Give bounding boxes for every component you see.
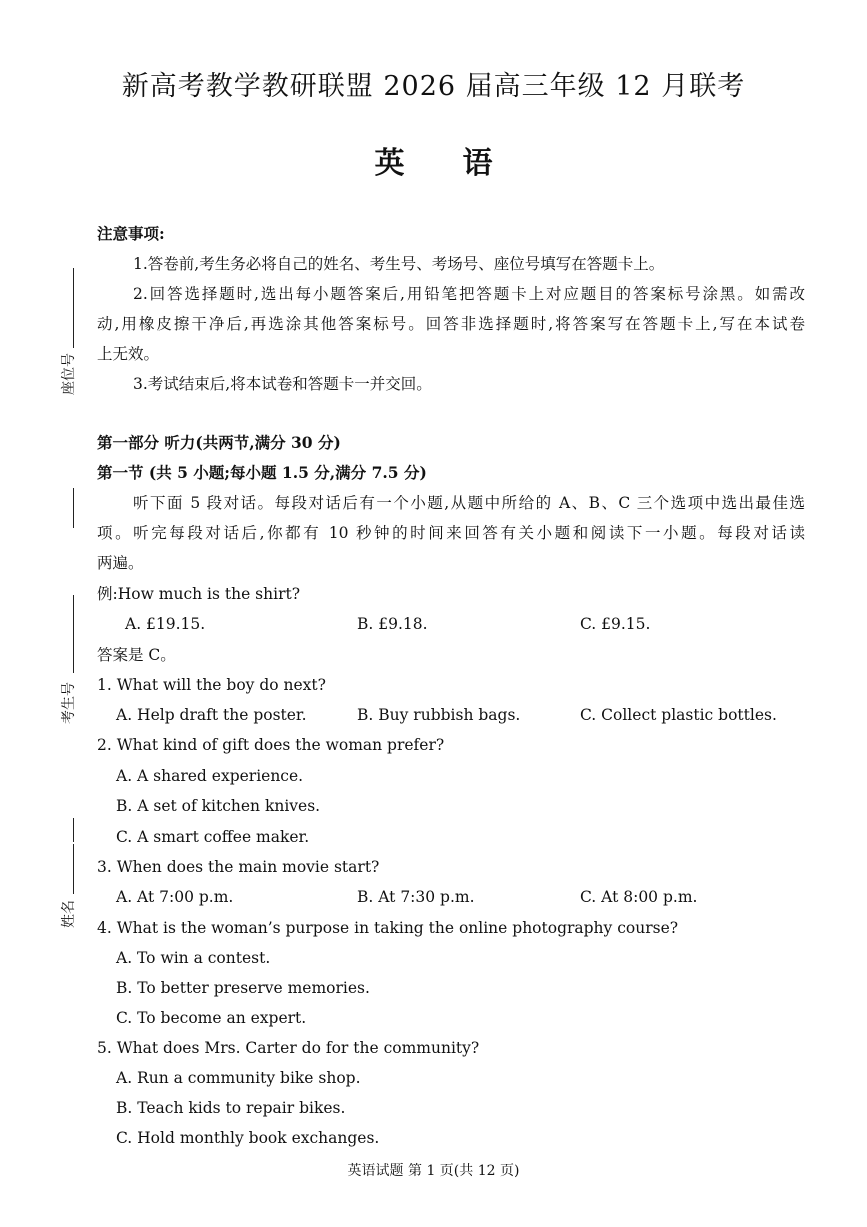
margin-line-exam-no [73,595,74,673]
question-5: 5. What does Mrs. Carter do for the community? [97,1039,480,1057]
question-3-option-b: B. At 7:30 p.m. [357,888,475,906]
question-3: 3. When does the main movie start? [97,858,380,876]
question-1-option-b: B. Buy rubbish bags. [357,706,521,724]
question-1: 1. What will the boy do next? [97,676,326,694]
notice-item-2-line-2: 动,用橡皮擦干净后,再选涂其他答案标号。回答非选择题时,将答案写在答题卡上,写在本试卷 [97,315,805,333]
question-2-option-a: A. A shared experience. [116,767,304,785]
page-footer: 英语试题 第 1 页(共 12 页) [347,1163,520,1179]
question-5-option-b: B. Teach kids to repair bikes. [116,1099,346,1117]
margin-label-seat: 座位号 [61,353,77,395]
notice-item-2-line-3: 上无效。 [97,345,160,363]
question-1-option-c: C. Collect plastic bottles. [580,706,777,724]
question-4-option-b: B. To better preserve memories. [116,979,370,997]
example-option-a: A. £19.15. [125,615,206,633]
margin-line-divider-1 [73,488,74,528]
question-5-option-c: C. Hold monthly book exchanges. [116,1129,380,1147]
margin-label-name: 姓名 [61,900,77,928]
instructions-line-1: 听下面 5 段对话。每段对话后有一个小题,从题中所给的 A、B、C 三个选项中选出最佳选 [133,494,805,512]
question-2: 2. What kind of gift does the woman prefer? [97,736,445,754]
question-5-option-a: A. Run a community bike shop. [116,1069,361,1087]
subject-char-1: 英 [374,146,405,181]
margin-label-exam-no: 考生号 [61,682,77,724]
instructions-line-3: 两遍。 [97,554,144,572]
notice-item-3: 3.考试结束后,将本试卷和答题卡一并交回。 [133,375,432,393]
section1-heading: 第一节 (共 5 小题;每小题 1.5 分,满分 7.5 分) [97,463,427,482]
question-3-option-c: C. At 8:00 p.m. [580,888,698,906]
notice-item-2-line-1: 2.回答选择题时,选出每小题答案后,用铅笔把答题卡上对应题目的答案标号涂黑。如需改 [133,285,805,303]
subject-char-2: 语 [462,146,493,181]
example-question: 例:How much is the shirt? [97,585,301,603]
subject-title [0,138,867,182]
margin-line-name [73,844,74,894]
margin-line-divider-2 [73,818,74,842]
instructions-line-2: 项。听完每段对话后,你都有 10 秒钟的时间来回答有关小题和阅读下一小题。每段对话读 [97,524,805,542]
example-option-b: B. £9.18. [357,615,428,633]
question-2-option-b: B. A set of kitchen knives. [116,797,321,815]
notice-item-1: 1.答卷前,考生务必将自己的姓名、考生号、考场号、座位号填写在答题卡上。 [133,255,665,273]
part1-heading: 第一部分 听力(共两节,满分 30 分) [97,433,341,452]
example-option-c: C. £9.15. [580,615,651,633]
margin-line-seat [73,268,74,348]
question-4-option-a: A. To win a contest. [116,949,271,967]
question-1-option-a: A. Help draft the poster. [116,706,307,724]
question-4-option-c: C. To become an expert. [116,1009,307,1027]
exam-title: 新高考教学教研联盟 2026 届高三年级 12 月联考 [121,71,746,102]
question-2-option-c: C. A smart coffee maker. [116,828,310,846]
notice-heading: 注意事项: [97,224,165,243]
question-3-option-a: A. At 7:00 p.m. [116,888,234,906]
question-4: 4. What is the woman’s purpose in taking the online photography course? [97,919,679,937]
example-answer: 答案是 C。 [97,646,176,664]
